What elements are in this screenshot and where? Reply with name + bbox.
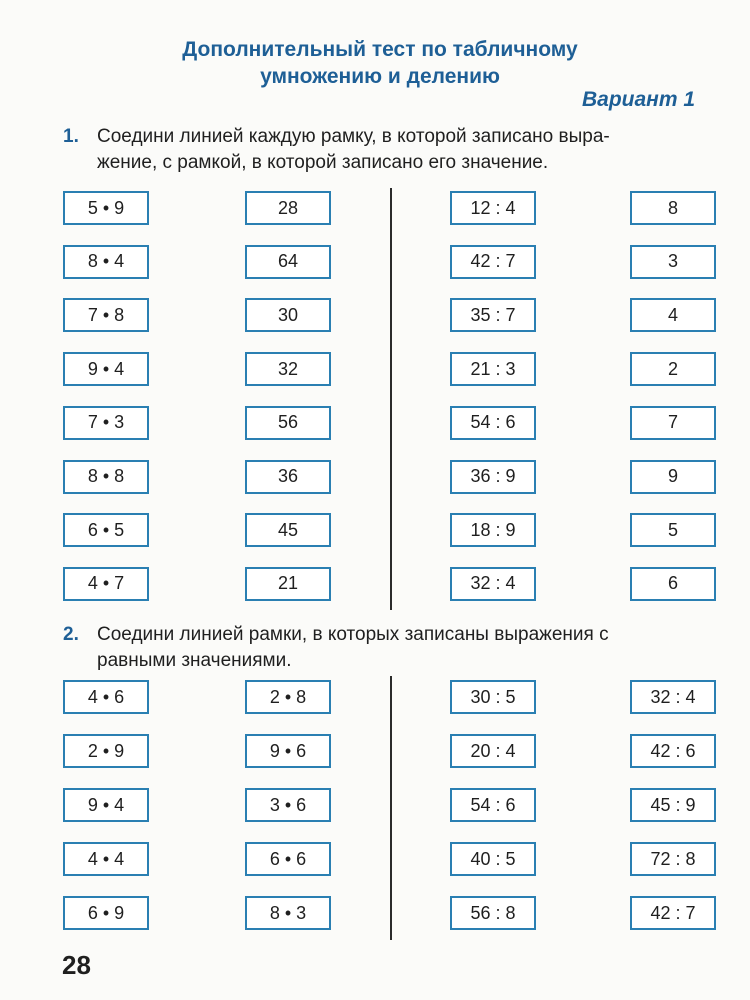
task2-col-d-card[interactable]: 42 : 7 bbox=[630, 896, 716, 930]
task2-col-c-card[interactable]: 56 : 8 bbox=[450, 896, 536, 930]
task2-col-a-card[interactable]: 4 • 6 bbox=[63, 680, 149, 714]
task2-col-a-card[interactable]: 6 • 9 bbox=[63, 896, 149, 930]
task2-col-a-card[interactable]: 4 • 4 bbox=[63, 842, 149, 876]
task1-col-b-card[interactable]: 30 bbox=[245, 298, 331, 332]
task1-col-a-card[interactable]: 9 • 4 bbox=[63, 352, 149, 386]
task1-col-b-card[interactable]: 56 bbox=[245, 406, 331, 440]
task2-col-d-card[interactable]: 32 : 4 bbox=[630, 680, 716, 714]
task2-col-b-card[interactable]: 8 • 3 bbox=[245, 896, 331, 930]
task2-col-b-card[interactable]: 6 • 6 bbox=[245, 842, 331, 876]
task1-col-b-card[interactable]: 45 bbox=[245, 513, 331, 547]
task1-col-b-card[interactable]: 36 bbox=[245, 460, 331, 494]
title-line-1: Дополнительный тест по табличному bbox=[182, 38, 578, 61]
task1-col-c-card[interactable]: 32 : 4 bbox=[450, 567, 536, 601]
task1-col-c-card[interactable]: 36 : 9 bbox=[450, 460, 536, 494]
task2-col-a-card[interactable]: 2 • 9 bbox=[63, 734, 149, 768]
task1-col-a-card[interactable]: 7 • 3 bbox=[63, 406, 149, 440]
task1-col-d-card[interactable]: 7 bbox=[630, 406, 716, 440]
task1-col-d-card[interactable]: 3 bbox=[630, 245, 716, 279]
task-2-text-line-1: Соедини линией рамки, в которых записаны выражения с bbox=[97, 624, 609, 645]
task1-col-a-card[interactable]: 5 • 9 bbox=[63, 191, 149, 225]
task2-col-d-card[interactable]: 45 : 9 bbox=[630, 788, 716, 822]
task2-col-a-card[interactable]: 9 • 4 bbox=[63, 788, 149, 822]
task2-col-c-card[interactable]: 54 : 6 bbox=[450, 788, 536, 822]
task2-col-c-card[interactable]: 30 : 5 bbox=[450, 680, 536, 714]
task1-col-d-card[interactable]: 5 bbox=[630, 513, 716, 547]
task-2-text-line-2: равными значениями. bbox=[97, 650, 292, 671]
task1-col-d-card[interactable]: 9 bbox=[630, 460, 716, 494]
task2-col-c-card[interactable]: 40 : 5 bbox=[450, 842, 536, 876]
task-1-divider bbox=[390, 188, 392, 610]
task1-col-a-card[interactable]: 8 • 8 bbox=[63, 460, 149, 494]
task1-col-a-card[interactable]: 8 • 4 bbox=[63, 245, 149, 279]
task-2-number: 2. bbox=[63, 624, 79, 645]
task2-col-d-card[interactable]: 72 : 8 bbox=[630, 842, 716, 876]
task1-col-b-card[interactable]: 32 bbox=[245, 352, 331, 386]
task1-col-c-card[interactable]: 21 : 3 bbox=[450, 352, 536, 386]
task-1-number: 1. bbox=[63, 126, 79, 147]
task2-col-b-card[interactable]: 2 • 8 bbox=[245, 680, 331, 714]
task2-col-c-card[interactable]: 20 : 4 bbox=[450, 734, 536, 768]
task-1-text-line-2: жение, с рамкой, в которой записано его значение. bbox=[97, 152, 549, 173]
task1-col-b-card[interactable]: 28 bbox=[245, 191, 331, 225]
page-number: 28 bbox=[62, 950, 91, 980]
page-title bbox=[0, 36, 750, 90]
task1-col-c-card[interactable]: 42 : 7 bbox=[450, 245, 536, 279]
task-2-divider bbox=[390, 676, 392, 940]
task1-col-a-card[interactable]: 4 • 7 bbox=[63, 567, 149, 601]
task1-col-c-card[interactable]: 18 : 9 bbox=[450, 513, 536, 547]
task2-col-d-card[interactable]: 42 : 6 bbox=[630, 734, 716, 768]
task1-col-c-card[interactable]: 35 : 7 bbox=[450, 298, 536, 332]
task1-col-b-card[interactable]: 21 bbox=[245, 567, 331, 601]
task2-col-b-card[interactable]: 9 • 6 bbox=[245, 734, 331, 768]
task1-col-d-card[interactable]: 8 bbox=[630, 191, 716, 225]
task1-col-d-card[interactable]: 2 bbox=[630, 352, 716, 386]
task1-col-b-card[interactable]: 64 bbox=[245, 245, 331, 279]
variant-label: Вариант 1 bbox=[582, 88, 696, 111]
task1-col-d-card[interactable]: 6 bbox=[630, 567, 716, 601]
task1-col-a-card[interactable]: 6 • 5 bbox=[63, 513, 149, 547]
task1-col-c-card[interactable]: 54 : 6 bbox=[450, 406, 536, 440]
task1-col-a-card[interactable]: 7 • 8 bbox=[63, 298, 149, 332]
task-1-text-line-1: Соедини линией каждую рамку, в которой записано выра- bbox=[97, 126, 610, 147]
title-line-2: умножению и делению bbox=[260, 65, 500, 88]
task1-col-c-card[interactable]: 12 : 4 bbox=[450, 191, 536, 225]
task2-col-b-card[interactable]: 3 • 6 bbox=[245, 788, 331, 822]
task1-col-d-card[interactable]: 4 bbox=[630, 298, 716, 332]
